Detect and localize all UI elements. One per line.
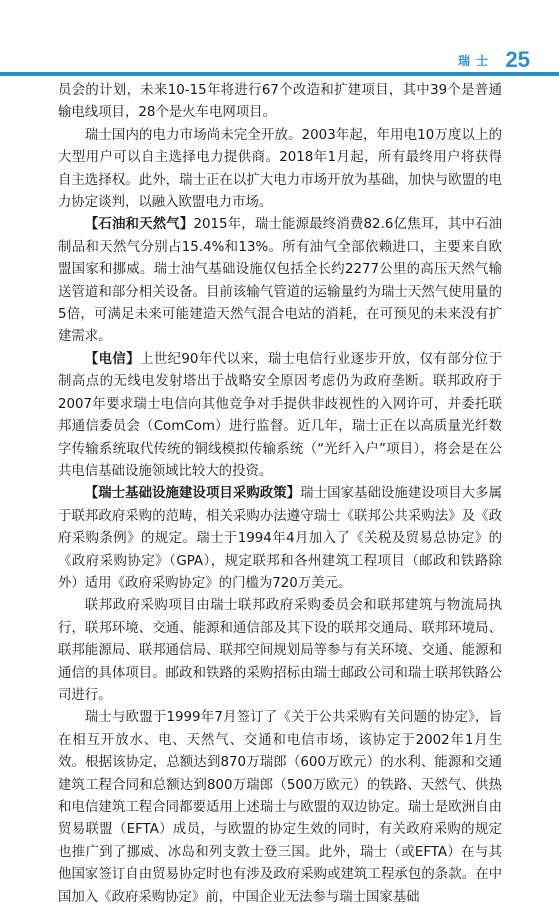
paragraph-text: 上世纪90年代以来，瑞士电信行业逐步开放，仅有部分位于制高点的无线电发射塔出于战略安全原因考虑仍为政府垄断。联邦政府于2007年要求瑞士电信向其他竞争对手提供非歧视性的入网许可，并委托联邦通信委员会（ComCom）进行监督。近几年，瑞士正在以高质量光纤数字传输系统取代传统的铜线模拟传输系统（“光纤入户”项目），将会是在公共电信基础设施领域比较大的投资。 <box>58 351 502 479</box>
paragraph-text: 瑞士国内的电力市场尚未完全开放。2003年起，年用电10万度以上的大型用户可以自主选择电力提供商。2018年1月起，所有最终用户将获得自主选择权。此外，瑞士正在以扩大电力市场开放为基础，加快与欧盟的电力协定谈判，以融入欧盟电力市场。 <box>58 127 502 211</box>
paragraph-2 <box>58 125 502 215</box>
paragraph-7 <box>58 707 502 909</box>
running-title: 瑞士 <box>457 53 494 68</box>
paragraph-1 <box>58 80 502 125</box>
body-text <box>58 80 502 909</box>
paragraph-text: 2015年，瑞士能源最终消费82.6亿焦耳，其中石油制品和天然气分别占15.4%和13%。所有油气全部依赖进口，主要来自欧盟国家和挪威。瑞士油气基础设施仅包括全长约2277公里的高压天然气输送管道和部分相关设备。目前该输气管道的运输量约为瑞士天然气使用量的5倍，可满足未来可能建造天然气混合电站的消耗，在可预见的未来没有扩建需求。 <box>58 217 502 345</box>
paragraph-text: 瑞士国家基础设施建设项目大多属于联邦政府采购的范畴，相关采购办法遵守瑞士《联邦公共采购法》及《政府采购条例》的规定。瑞士于1994年4月加入了《关税及贸易总协定》的《政府采购协定》（GPA），规定联邦和各州建筑工程项目（邮政和铁路除外）适用《政府采购协定》的门槛为720万美元。 <box>58 486 503 591</box>
page-number: 25 <box>505 47 530 72</box>
paragraph-text: 员会的计划，未来10-15年将进行67个改造和扩建项目，其中39个是普通输电线项目，28个是火车电网项目。 <box>58 83 502 121</box>
header-rule <box>0 72 559 76</box>
section-tag: 【电信】 <box>84 351 140 367</box>
paragraph-5 <box>58 483 502 595</box>
paragraph-3 <box>58 214 502 348</box>
section-tag: 【石油和天然气】 <box>84 217 194 233</box>
paragraph-6 <box>58 595 502 707</box>
page-header <box>430 47 530 73</box>
paragraph-text: 瑞士与欧盟于1999年7月签订了《关于公共采购有关问题的协定》，旨在相互开放水、电、天然气、交通和电信市场，该协定于2002年1月生效。根据该协定，总额达到870万瑞郎（600万欧元）的水利、能源和交通建筑工程合同和总额达到800万瑞郎（500万欧元）的铁路、天然气、供热和电信建筑工程合同都要适用上述瑞士与欧盟的双边协定。瑞士是欧洲自由贸易联盟（EFTA）成员，与欧盟的协定生效的同时，有关政府采购的规定也推广到了挪威、冰岛和列支敦士登三国。此外，瑞士（或EFTA）在与其他国家签订自由贸易协定时也有涉及政府采购或建筑工程承包的条款。在中国加入《政府采购协定》前，中国企业无法参与瑞士国家基础 <box>58 710 502 905</box>
paragraph-4 <box>58 349 502 483</box>
paragraph-text: 联邦政府采购项目由瑞士联邦政府采购委员会和联邦建筑与物流局执行，联邦环境、交通、能源和通信部及其下设的联邦交通局、联邦环境局、联邦能源局、联邦通信局、联邦空间规划局等参与有关环境、交通、能源和通信的具体项目。邮政和铁路的采购招标由瑞士邮政公司和瑞士联邦铁路公司进行。 <box>58 598 502 703</box>
section-tag: 【瑞士基础设施建设项目采购政策】 <box>84 486 301 502</box>
